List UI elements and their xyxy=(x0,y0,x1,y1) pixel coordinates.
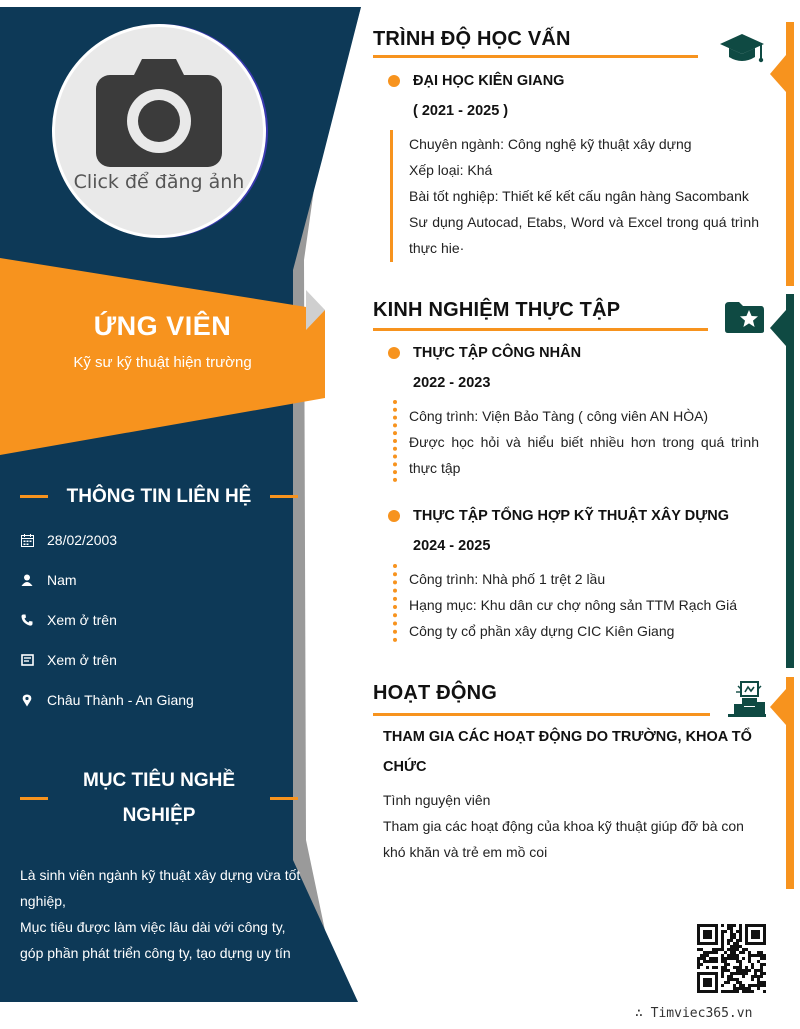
education-heading-rule xyxy=(373,55,698,58)
experience-detail-line: Được học hỏi và hiểu biết nhiều hơn trong quá trình thực tập xyxy=(409,434,759,476)
education-bullet xyxy=(388,75,400,87)
education-school: ĐẠI HỌC KIÊN GIANG xyxy=(413,73,565,89)
email-icon xyxy=(20,653,34,667)
education-timeline xyxy=(390,130,393,262)
camera-icon xyxy=(96,57,222,167)
avatar-upload[interactable] xyxy=(52,24,266,238)
experience-detail-line: Công trình: Viện Bảo Tàng ( công viên AN HÒA) xyxy=(409,408,709,424)
activities-detail-line: Tham gia các hoạt động của khoa kỹ thuật giúp đỡ bà con khó khăn và trẻ em mồ coi xyxy=(383,818,744,860)
objective-text xyxy=(20,862,305,966)
contact-email xyxy=(20,649,310,671)
experience-heading: KINH NGHIỆM THỰC TẬP xyxy=(373,299,621,321)
contact-address-text: Châu Thành - An Giang xyxy=(47,692,194,708)
contact-birthday xyxy=(20,529,310,551)
activities-heading-rule xyxy=(373,713,710,716)
graduation-cap-icon xyxy=(719,32,765,64)
objective-line: Là sinh viên ngành kỹ thuật xây dựng vừa tốt nghiệp, xyxy=(20,867,301,909)
qr-code[interactable] xyxy=(697,924,766,993)
upload-photo-label: Click để đăng ảnh xyxy=(73,171,245,193)
footer-brand-text: Timviec365.vn xyxy=(650,1006,753,1021)
experience-2-details xyxy=(409,566,759,644)
podium-icon xyxy=(728,680,766,718)
footer-brand[interactable] xyxy=(635,1006,752,1021)
user-icon xyxy=(20,573,34,587)
experience-detail-line: Công ty cổ phần xây dựng CIC Kiên Giang xyxy=(409,623,675,639)
education-details xyxy=(409,131,759,261)
experience-2-title: THỰC TẬP TỔNG HỢP KỸ THUẬT XÂY DỰNG xyxy=(413,508,729,524)
candidate-name: ỨNG VIÊN xyxy=(93,311,232,341)
contact-heading-text: THÔNG TIN LIÊN HỆ xyxy=(66,486,252,507)
activities-details xyxy=(383,787,758,865)
contact-birthday-text: 28/02/2003 xyxy=(47,532,118,548)
objective-heading xyxy=(20,763,298,833)
education-heading: TRÌNH ĐỘ HỌC VẤN xyxy=(373,28,571,50)
activities-heading: HOẠT ĐỘNG xyxy=(373,682,498,704)
experience-bullet xyxy=(388,510,400,522)
heading-rule xyxy=(20,797,48,800)
contact-email-text: Xem ở trên xyxy=(47,652,117,668)
location-icon xyxy=(20,693,34,707)
experience-1-title: THỰC TẬP CÔNG NHÂN xyxy=(413,345,582,361)
activities-title: THAM GIA CÁC HOẠT ĐỘNG DO TRƯỜNG, KHOA TỔ CHỨC xyxy=(383,729,752,775)
objective-heading-text xyxy=(73,763,245,833)
folder-star-icon xyxy=(724,301,765,334)
education-detail-line: Bài tốt nghiệp: Thiết kế kết cấu ngân hàng Sacombank xyxy=(409,188,749,204)
education-detail-line: Chuyên ngành: Công nghệ kỹ thuật xây dựng xyxy=(409,136,692,152)
activities-detail-line: Tình nguyện viên xyxy=(383,792,491,808)
education-detail-line: Xếp loại: Khá xyxy=(409,162,493,178)
heading-rule xyxy=(20,495,48,498)
objective-line: Mục tiêu được làm việc lâu dài với công ty, góp phần phát triển công ty, tạo dựng uy tín xyxy=(20,919,291,961)
experience-1-details xyxy=(409,403,759,481)
contact-heading xyxy=(20,479,298,514)
contact-gender-text: Nam xyxy=(47,572,77,588)
objective-heading-line1: MỤC TIÊU NGHỀ xyxy=(83,770,235,791)
objective-heading-line2: NGHIỆP xyxy=(122,805,196,826)
candidate-title: Kỹ sư kỹ thuật hiện trường xyxy=(73,354,252,371)
phone-icon xyxy=(20,613,34,627)
contact-phone xyxy=(20,609,310,631)
experience-2-period: 2024 - 2025 xyxy=(413,538,491,554)
contact-phone-text: Xem ở trên xyxy=(47,612,117,628)
experience-detail-line: Công trình: Nhà phố 1 trệt 2 lầu xyxy=(409,571,606,587)
calendar-icon xyxy=(20,533,34,547)
experience-detail-line: Hạng mục: Khu dân cư chợ nông sản TTM Rạch Giá xyxy=(409,597,738,613)
contact-address xyxy=(20,689,310,711)
experience-bullet xyxy=(388,347,400,359)
education-period: ( 2021 - 2025 ) xyxy=(413,103,509,119)
experience-1-timeline xyxy=(393,400,401,482)
education-detail-line: Sư dụng Autocad, Etabs, Word và Excel trong quá trình thực hie· xyxy=(409,214,759,256)
contact-gender xyxy=(20,569,310,591)
heading-rule xyxy=(270,797,298,800)
heading-rule xyxy=(270,495,298,498)
experience-2-timeline xyxy=(393,564,401,642)
experience-heading-rule xyxy=(373,328,708,331)
footer-logo-icon: ∴ xyxy=(635,1006,643,1021)
experience-1-period: 2022 - 2023 xyxy=(413,375,491,391)
